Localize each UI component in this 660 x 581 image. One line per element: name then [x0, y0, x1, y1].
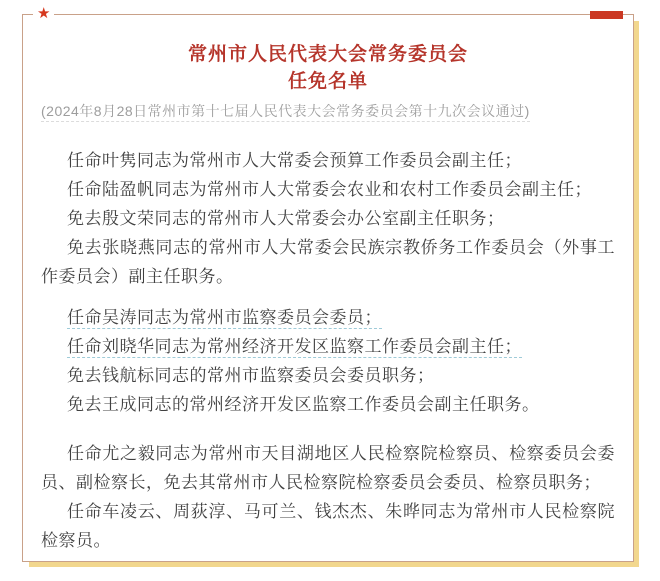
statement-text: 任命刘晓华同志为常州经济开发区监察工作委员会副主任； [67, 337, 522, 356]
statement [41, 146, 615, 175]
statement [41, 175, 615, 204]
statement-text: 任命尤之毅同志为常州市天目湖地区人民检察院检察员、检察委员会委员、副检察长，免去其常州市人民检察院检察委员会委员、检察员职务； [41, 444, 615, 492]
statement-text: 免去王成同志的常州经济开发区监察工作委员会副主任职务。 [67, 395, 540, 414]
title-line-1: 常州市人民代表大会常务委员会 [187, 44, 468, 65]
appointments-group-supervisory [41, 303, 615, 419]
statement-text: 任命陆盈帆同志为常州市人大常委会农业和农村工作委员会副主任； [67, 180, 592, 199]
statement-text: 任命叶隽同志为常州市人大常委会预算工作委员会副主任； [67, 151, 522, 170]
meeting-note [41, 100, 615, 122]
statement-text: 任命车凌云、周荻淳、马可兰、钱杰杰、朱晔同志为常州市人民检察院检察员。 [41, 502, 615, 550]
statement [41, 303, 615, 332]
statement [41, 390, 615, 419]
statement [41, 497, 615, 555]
title-line-2: 任免名单 [287, 71, 368, 92]
statement [41, 332, 615, 361]
meeting-note-text: (2024年8月28日常州市第十七届人民代表大会常务委员会第十九次会议通过) [41, 103, 530, 122]
statement-text: 免去殷文荣同志的常州市人大常委会办公室副主任职务； [67, 209, 505, 228]
document-card [22, 5, 634, 562]
statement [41, 233, 615, 291]
statement [41, 439, 615, 497]
document-content [23, 15, 633, 555]
statement [41, 204, 615, 233]
statement [41, 361, 615, 390]
statement-text: 免去张晓燕同志的常州市人大常委会民族宗教侨务工作委员会（外事工作委员会）副主任职务。 [41, 238, 615, 286]
star-icon: ★ [33, 5, 54, 23]
appointments-group-procuratorate [41, 439, 615, 555]
document-title [41, 41, 615, 95]
statement-text: 免去钱航标同志的常州市监察委员会委员职务； [67, 366, 435, 385]
statement-text: 任命吴涛同志为常州市监察委员会委员； [67, 308, 382, 327]
red-bar-ornament [590, 11, 623, 19]
appointments-group-npc [41, 146, 615, 291]
